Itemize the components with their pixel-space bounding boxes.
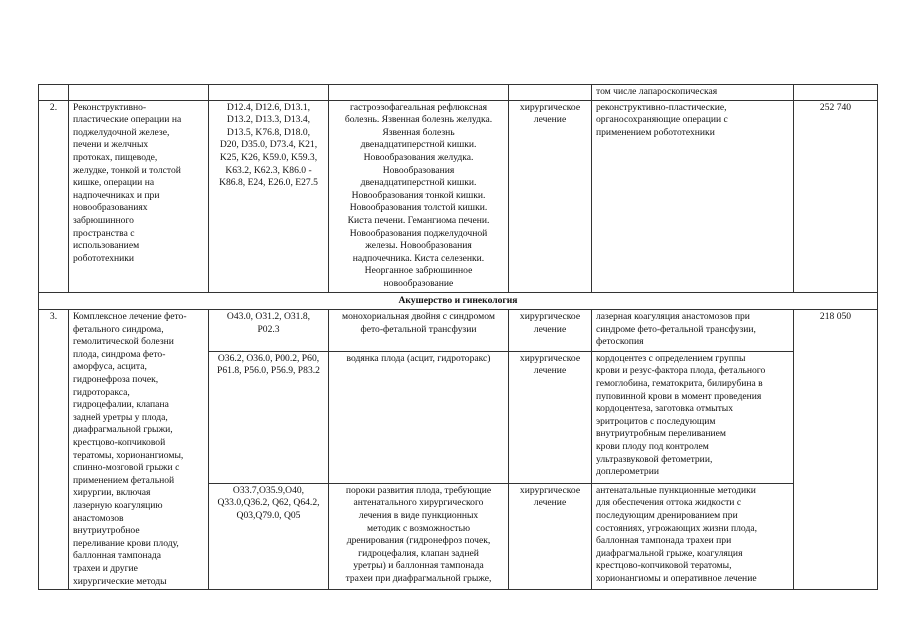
table-row-2 [39,100,878,292]
cell-name: Комплексное лечение фето- фетального синдрома, гемолитической болезни плода, синдрома фето- аморфуса, асцита, гидронефроза почек, гидроторакса, гидроцефалии, клапана задней уретры у плода, диафрагмальной грыжи, крестцово-копчиковой тератомы, хорионангиомы, спинно-мозговой грыжи с применением фетальной хирургии, включая лазерную коагуляцию анастомозов внутриутробное переливание крови плоду, баллонная тампонада трахеи и другие хирургические методы [69,310,209,590]
cell-method: антенатальные пункционные методики для обеспечения оттока жидкости с последующим дренированием при состояниях, угрожающих жизни плода, баллонная тампонада трахеи при диафрагмальной грыже, коагуляция крестцово-копчиковой тератомы, хорионангиомы и оперативное лечение [592,483,794,589]
cell-price: 252 740 [794,100,878,292]
medical-services-table [38,84,878,590]
cell-codes: O36.2, O36.0, P00.2, P60, P61.8, P56.0, P56.9, P83.2 [209,351,329,483]
cell-model: пороки развития плода, требующие антенатального хирургического лечения в виде пункционных методик с возможностью дренирования (гидронефроз почек, гидроцефалия, клапан задней уретры) и баллонная тампонада трахеи при диафрагмальной грыже, [329,483,509,589]
cell-treatment: хирургическое лечение [509,351,592,483]
cell-model: гастроэзофагеальная рефлюксная болезнь. Язвенная болезнь желудка. Язвенная болезнь двенадцатиперстной кишки. Новообразования желудка. Новообразования двенадцатиперстной кишки. Новообразования тонкой кишки. Новообразования толстой кишки. Киста печени. Гемангиома печени. Новообразования поджелудочной железы. Новообразования надпочечника. Киста селезенки. Неорганное забрюшинное новообразование [329,100,509,292]
cell-model: монохориальная двойня с синдромом фето-фетальной трансфузии [329,310,509,352]
cell-codes: O43.0, O31.2, O31.8, P02.3 [209,310,329,352]
section-header-row [39,292,878,310]
cell-method: реконструктивно-пластические, органосохраняющие операции с применением робототехники [592,100,794,292]
table-row-3-sub1 [39,310,878,352]
table-row-continuation [39,85,878,101]
cell-method: лазерная коагуляция анастомозов при синдроме фето-фетальной трансфузии, фетоскопия [592,310,794,352]
cell-price: 218 050 [794,310,878,590]
section-title: Акушерство и гинекология [39,292,878,310]
cell-model: водянка плода (асцит, гидроторакс) [329,351,509,483]
cell-treatment [509,85,592,101]
cell-codes: O33.7,O35.9,O40, Q33.0,Q36.2, Q62, Q64.2, Q03,Q79.0, Q05 [209,483,329,589]
cell-num: 2. [39,100,69,292]
cell-codes [209,85,329,101]
cell-method: кордоцентез с определением группы крови и резус-фактора плода, фетального гемоглобина, гематокрита, билирубина в пуповинной крови в момент проведения кордоцентеза, заготовка отмытых эритроцитов с последующим внутриутробным переливанием крови плоду под контролем ультразвуковой фетометрии, доплерометрии [592,351,794,483]
cell-treatment: хирургическое лечение [509,310,592,352]
cell-name: Реконструктивно- пластические операции на поджелудочной железе, печени и желчных протоках, пищеводе, желудке, тонкой и толстой кишке, операции на надпочечниках и при новообразованиях забрюшинного пространства с использованием робототехники [69,100,209,292]
cell-model [329,85,509,101]
cell-codes: D12.4, D12.6, D13.1, D13.2, D13.3, D13.4, D13.5, K76.8, D18.0, D20, D35.0, D73.4, K21, K25, K26, K59.0, K59.3, K63.2, K62.3, K86.0 - K86.8, E24, E26.0, E27.5 [209,100,329,292]
cell-num [39,85,69,101]
cell-method: том числе лапароскопическая [592,85,794,101]
cell-treatment: хирургическое лечение [509,100,592,292]
cell-num: 3. [39,310,69,590]
cell-name [69,85,209,101]
cell-treatment: хирургическое лечение [509,483,592,589]
cell-price [794,85,878,101]
